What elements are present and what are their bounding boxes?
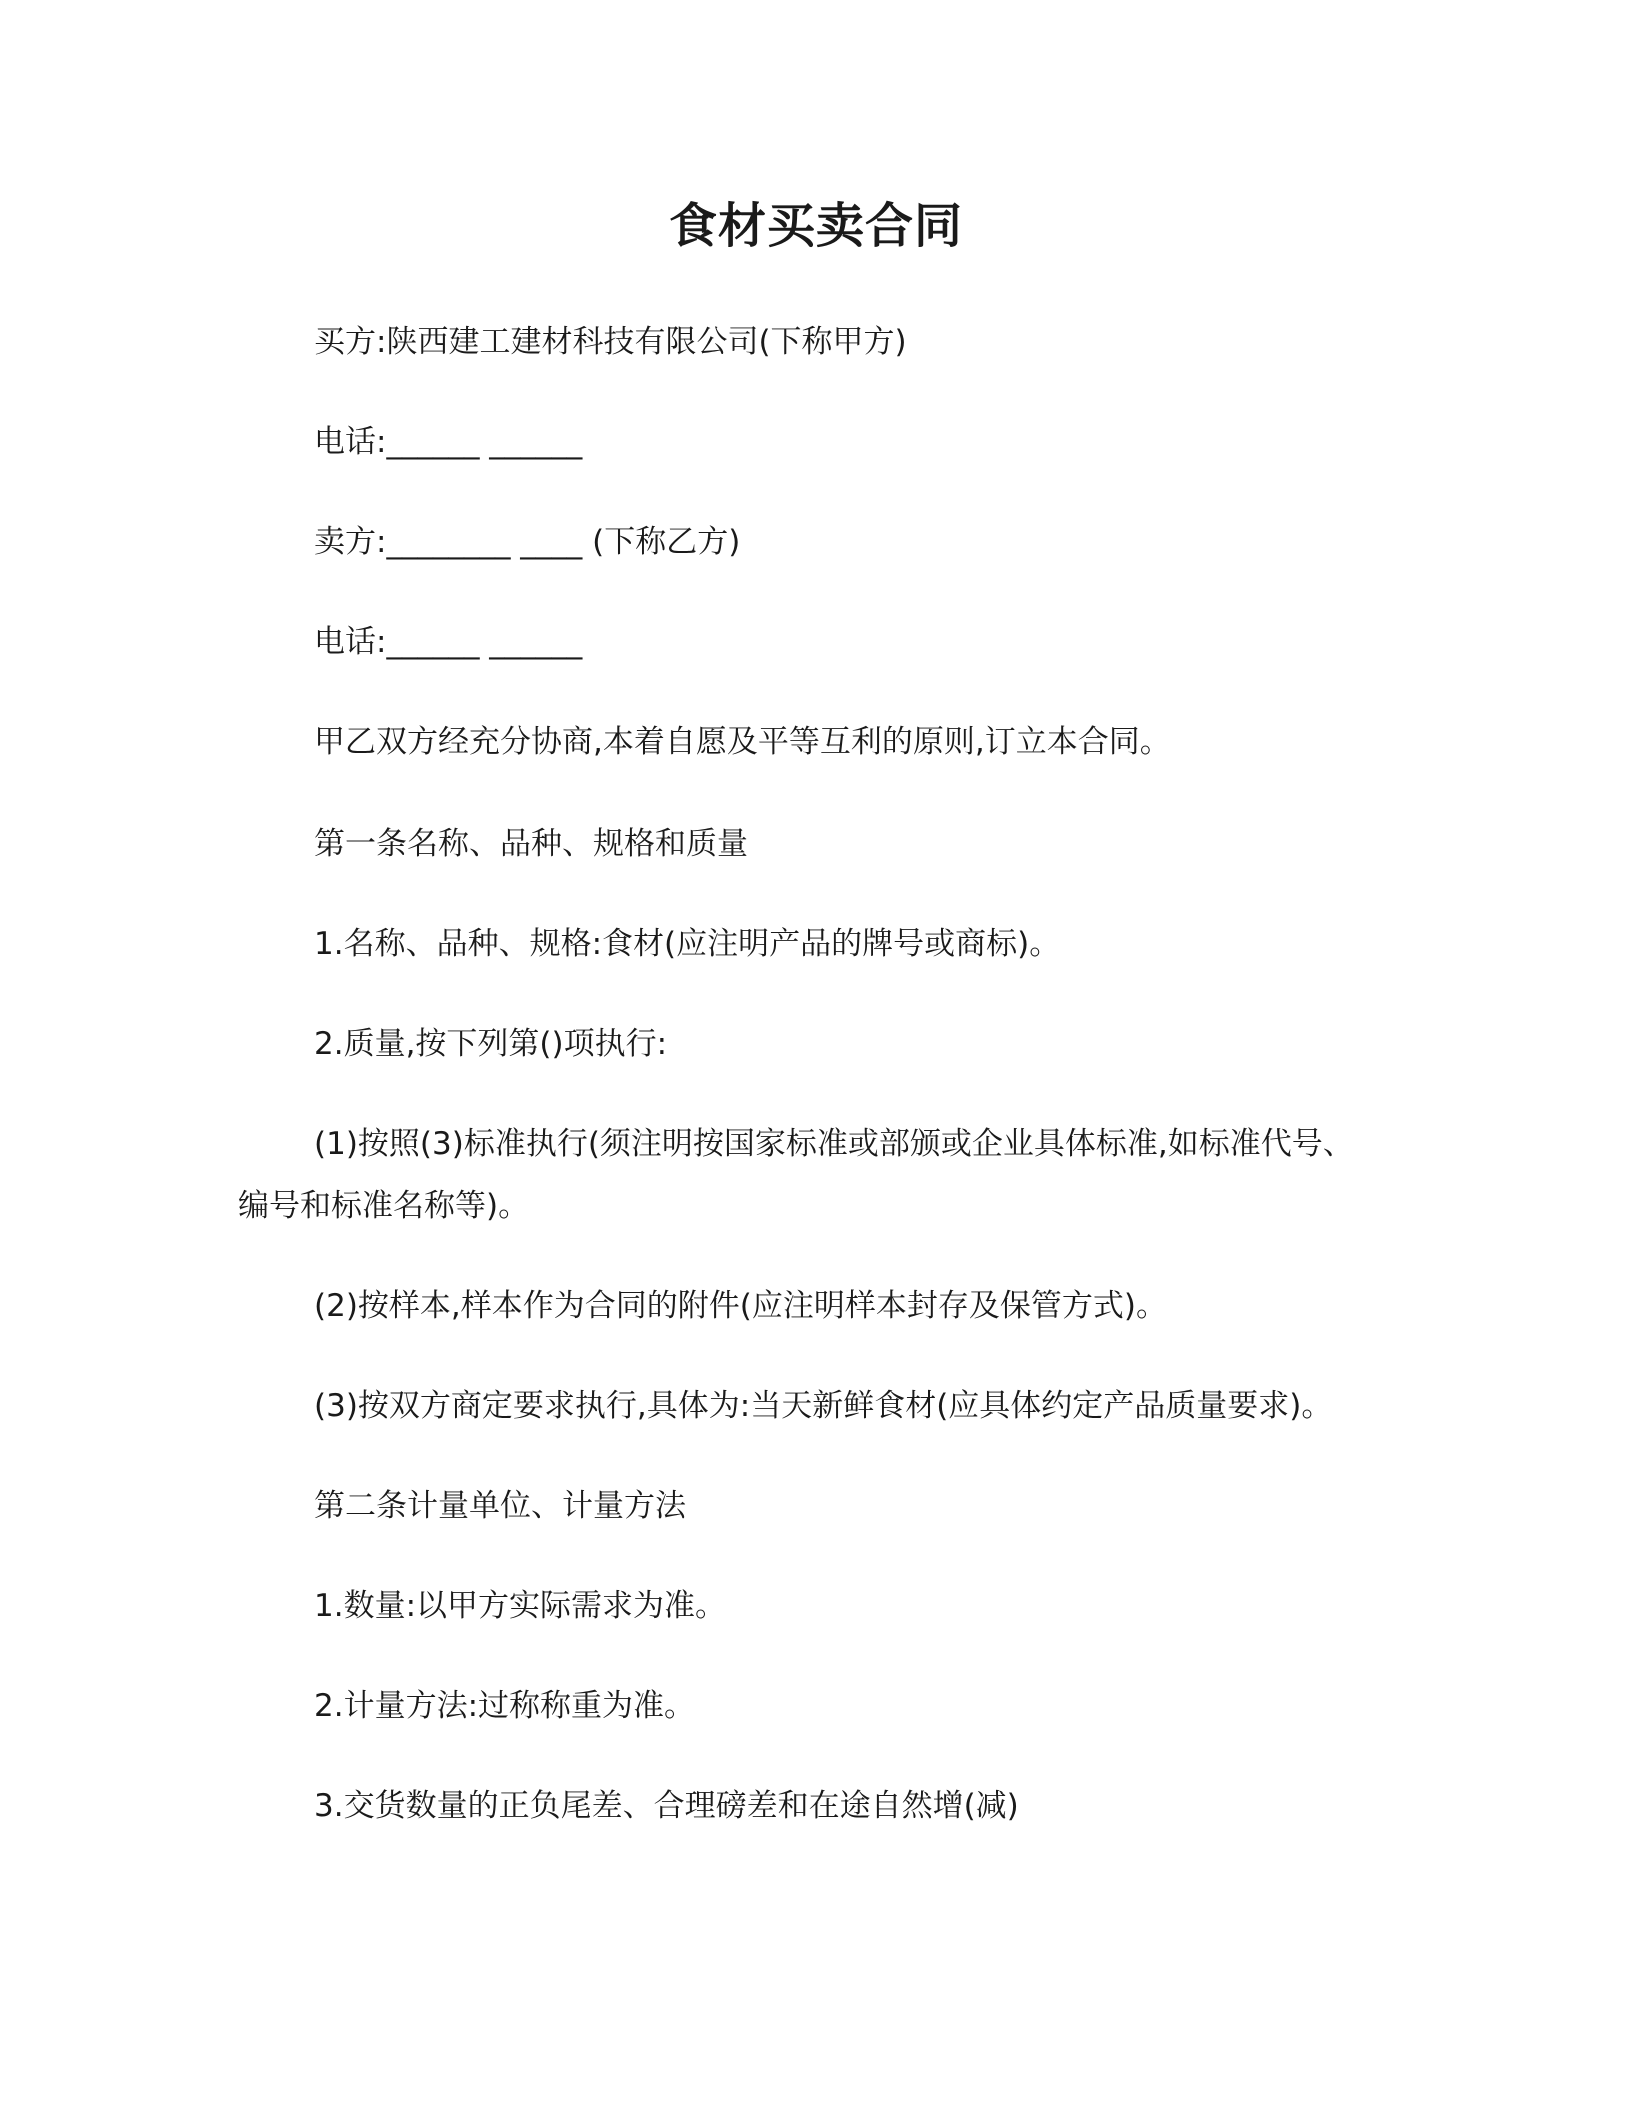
clause-1-2-item-1-continued: 编号和标准名称等)。 [238,1188,530,1224]
clause-1-1: 1.名称、品种、规格:食材(应注明产品的牌号或商标)。 [314,926,1061,962]
clause-2-1: 1.数量:以甲方实际需求为准。 [314,1588,727,1624]
clause-2-2: 2.计量方法:过称称重为准。 [314,1688,696,1724]
article-2-heading: 第二条计量单位、计量方法 [314,1488,686,1524]
seller-line: 卖方:________ ____ (下称乙方) [314,524,741,560]
clause-2-3: 3.交货数量的正负尾差、合理磅差和在途自然增(减) [314,1788,1019,1824]
buyer-line: 买方:陕西建工建材科技有限公司(下称甲方) [314,324,907,360]
seller-phone-line: 电话:______ ______ [314,624,583,660]
document-title: 食材买卖合同 [668,198,963,254]
clause-1-2-item-2: (2)按样本,样本作为合同的附件(应注明样本封存及保管方式)。 [314,1288,1167,1324]
clause-1-2-item-1: (1)按照(3)标准执行(须注明按国家标准或部颁或企业具体标准,如标准代号、 [314,1126,1354,1162]
buyer-phone-line: 电话:______ ______ [314,424,583,460]
clause-1-2: 2.质量,按下列第()项执行: [314,1026,668,1062]
article-1-heading: 第一条名称、品种、规格和质量 [314,826,748,862]
preamble-paragraph: 甲乙双方经充分协商,本着自愿及平等互利的原则,订立本合同。 [314,724,1171,760]
clause-1-2-item-3: (3)按双方商定要求执行,具体为:当天新鲜食材(应具体约定产品质量要求)。 [314,1388,1333,1424]
